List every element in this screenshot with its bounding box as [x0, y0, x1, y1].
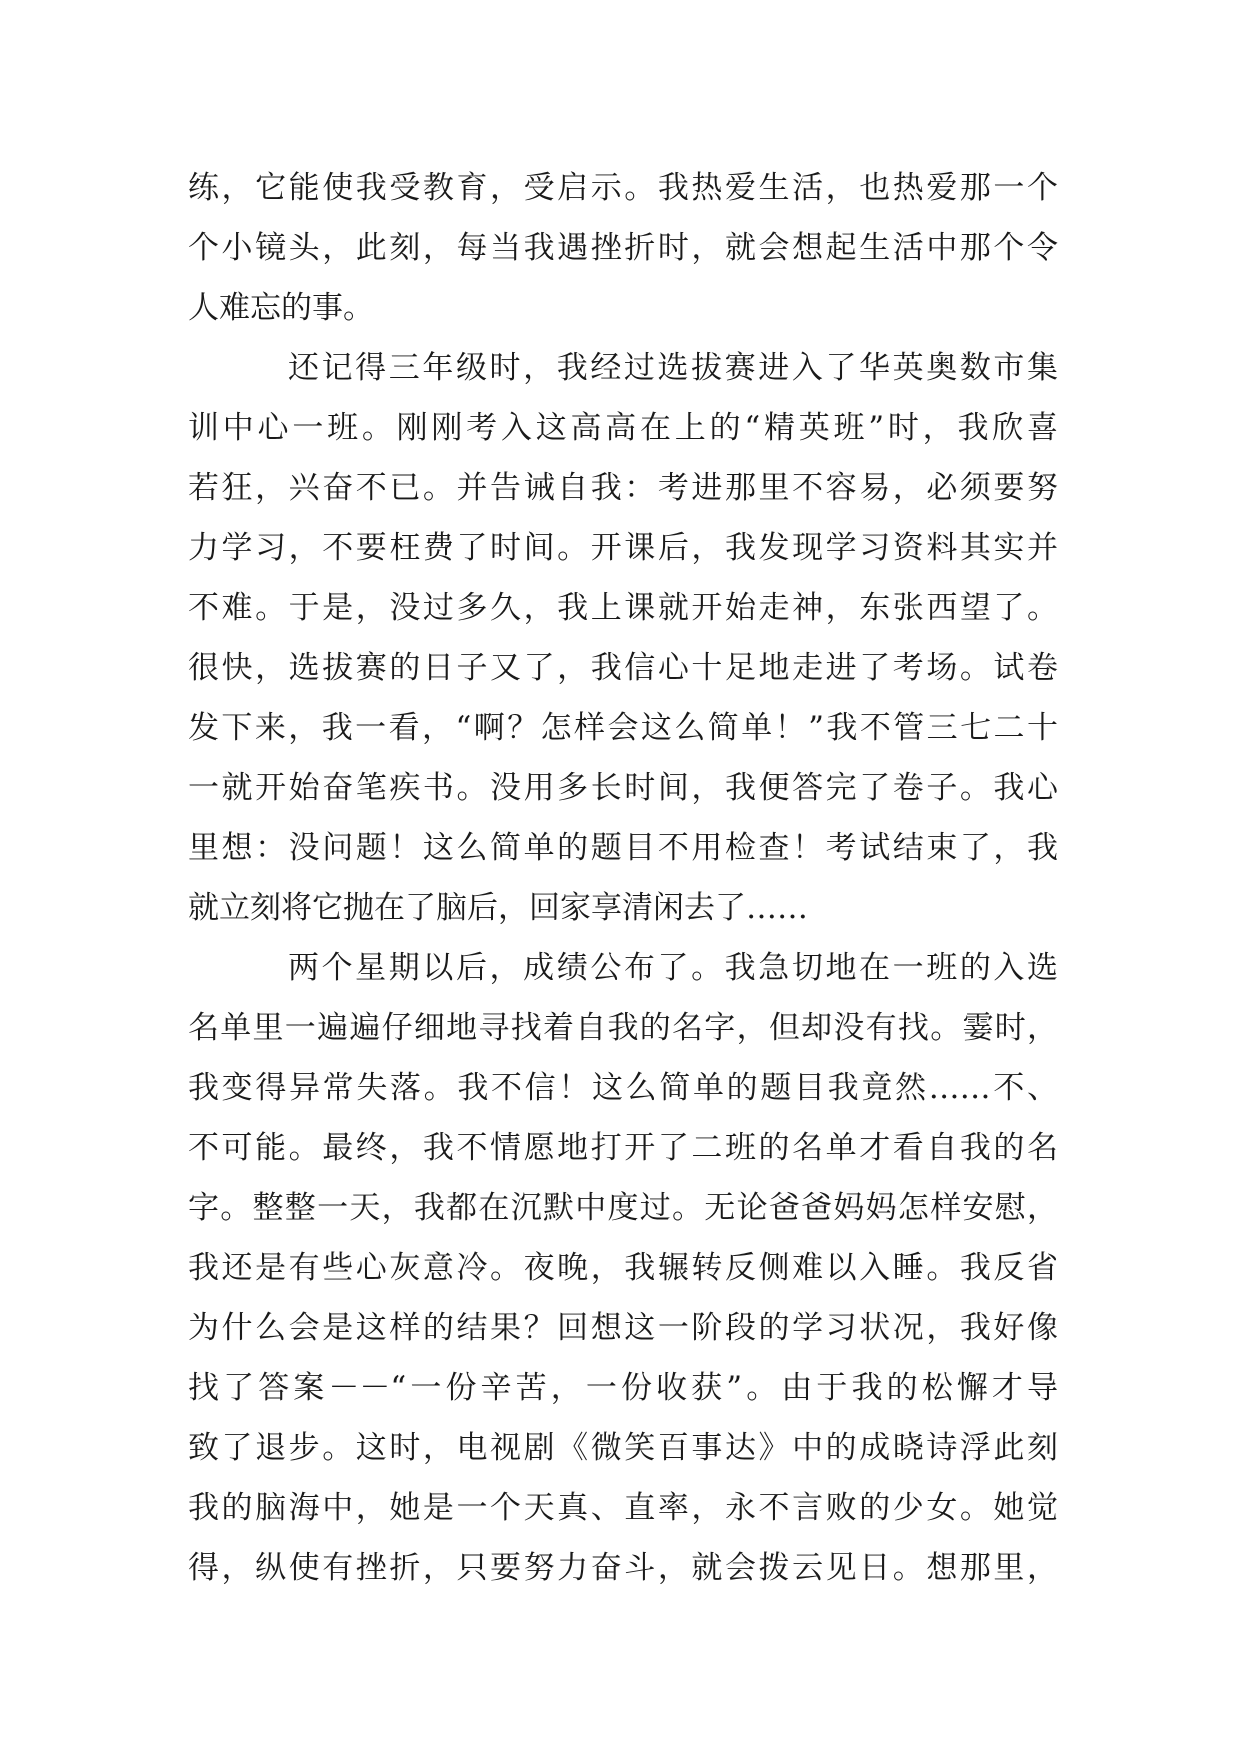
- text-line: 人难忘的事。: [188, 290, 374, 326]
- text-line: 我还是有些心灰意冷。夜晚，我辗转反侧难以入睡。我反省: [188, 1250, 1058, 1286]
- text-line: 为什么会是这样的结果？回想这一阶段的学习状况，我好像: [188, 1310, 1058, 1346]
- text-line: 我的脑海中，她是一个天真、直率，永不言败的少女。她觉: [188, 1490, 1058, 1526]
- text-line: 力学习，不要枉费了时间。开课后，我发现学习资料其实并: [188, 530, 1058, 566]
- text-line: 两个星期以后，成绩公布了。我急切地在一班的入选: [288, 950, 1058, 986]
- text-line: 练，它能使我受教育，受启示。我热爱生活，也热爱那一个: [188, 170, 1058, 206]
- text-line: 找了答案－－“一份辛苦，一份收获”。由于我的松懈才导: [188, 1370, 1058, 1406]
- text-line: 我变得异常失落。我不信！这么简单的题目我竟然……不、: [188, 1070, 1058, 1106]
- text-line: 就立刻将它抛在了脑后，回家享清闲去了……: [188, 890, 808, 926]
- text-line: 若狂，兴奋不已。并告诫自我：考进那里不容易，必须要努: [188, 470, 1058, 506]
- text-line: 还记得三年级时，我经过选拔赛进入了华英奥数市集: [288, 350, 1058, 386]
- text-line: 里想：没问题！这么简单的题目不用检查！考试结束了，我: [188, 830, 1058, 866]
- text-line: 个小镜头，此刻，每当我遇挫折时，就会想起生活中那个令: [188, 230, 1058, 266]
- text-line: 很快，选拔赛的日子又了，我信心十足地走进了考场。试卷: [188, 650, 1058, 686]
- text-line: 字。整整一天，我都在沉默中度过。无论爸爸妈妈怎样安慰，: [188, 1190, 1058, 1226]
- text-line: 名单里一遍遍仔细地寻找着自我的名字，但却没有找。霎时，: [188, 1010, 1058, 1046]
- body-text: [188, 158, 1058, 1598]
- text-line: 得，纵使有挫折，只要努力奋斗，就会拨云见日。想那里，: [188, 1550, 1058, 1586]
- text-line: 致了退步。这时，电视剧《微笑百事达》中的成晓诗浮此刻: [188, 1430, 1058, 1466]
- text-line: 不难。于是，没过多久，我上课就开始走神，东张西望了。: [188, 590, 1058, 626]
- text-line: 不可能。最终，我不情愿地打开了二班的名单才看自我的名: [188, 1130, 1058, 1166]
- text-line: 发下来，我一看，“啊？怎样会这么简单！”我不管三七二十: [188, 710, 1058, 746]
- text-line: 训中心一班。刚刚考入这高高在上的“精英班”时，我欣喜: [188, 410, 1058, 446]
- text-line: 一就开始奋笔疾书。没用多长时间，我便答完了卷子。我心: [188, 770, 1058, 806]
